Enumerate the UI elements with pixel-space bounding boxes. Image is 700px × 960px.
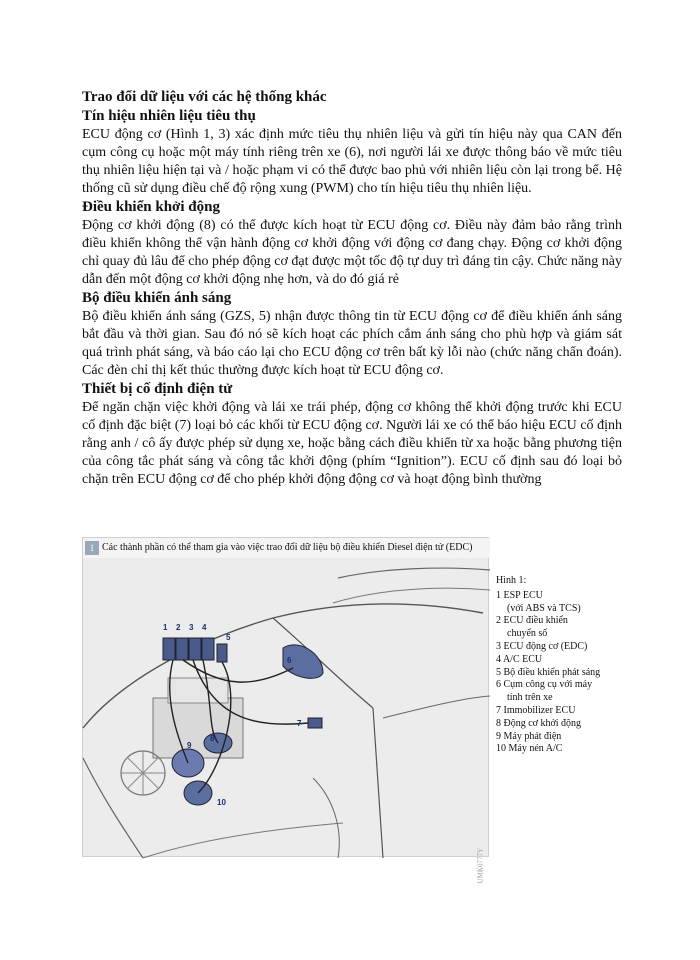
legend-item bbox=[496, 718, 636, 731]
figure-caption-text: Các thành phần có thể tham gia vào việc trao đổi dữ liệu bộ điều khiển Diesel điện tử (EDC) bbox=[102, 542, 473, 553]
legend-item-number: 7 bbox=[496, 704, 501, 716]
figure-1 bbox=[82, 537, 630, 884]
callout-4: 4 bbox=[202, 623, 207, 632]
section-text-immobilizer: Để ngăn chặn việc khởi động và lái xe trái phép, động cơ không thể khởi động trước khi ECU cố định đặc biệt (7) loại bỏ các khối từ ECU động cơ. Người lái xe có thể báo hiệu ECU cố định rằng anh / cô ấy được phép sử dụng xe, hoặc bằng cách điều khiển từ xa hoặc bằng phương tiện của công tắc phát sáng và công tắc khởi động (phím “Ignition”). ECU cố định sau đó loại bỏ chặn trên ECU động cơ để cho phép khởi động động cơ và hoạt động bình thường bbox=[82, 400, 622, 487]
section-heading-glow: Bộ điều khiển ánh sáng bbox=[82, 290, 232, 306]
legend-item-label: Máy phát điện bbox=[503, 730, 562, 742]
legend-item bbox=[496, 731, 636, 744]
legend-item bbox=[496, 679, 636, 705]
callout-5: 5 bbox=[226, 633, 231, 642]
section-text-fuel: ECU động cơ (Hình 1, 3) xác định mức tiêu thụ nhiên liệu và gửi tín hiệu này qua CAN đến cụm công cụ hoặc một máy tính riêng trên xe (6), nơi người lái xe được thông báo về mức tiêu thụ nhiên liệu hiện tại và / hoặc phạm vi có thể được bao phủ với nhiên liệu còn lại trong bể. Hệ thống cũ sử dụng điều chế độ rộng xung (PWM) cho tín hiệu tiêu thụ nhiên liệu. bbox=[82, 127, 622, 196]
legend-item bbox=[496, 705, 636, 718]
callout-1: 1 bbox=[163, 623, 168, 632]
legend-item-label: A/C ECU bbox=[502, 653, 543, 665]
legend-item-label: ECU điều khiển bbox=[503, 615, 568, 627]
section-heading-starter: Điều khiển khởi động bbox=[82, 199, 220, 215]
legend-item bbox=[496, 590, 636, 616]
legend-item-label: Cụm công cụ với máy bbox=[503, 679, 593, 691]
legend-item-number: 6 bbox=[496, 679, 501, 691]
callout-6: 6 bbox=[287, 656, 292, 665]
legend-title: Hình 1: bbox=[496, 575, 527, 586]
legend-item-number: 3 bbox=[496, 640, 501, 652]
legend-item-number: 8 bbox=[496, 717, 501, 729]
car-outline-drawing bbox=[83, 558, 490, 858]
section-heading-immobilizer: Thiết bị cố định điện tử bbox=[82, 381, 233, 397]
legend-item-number: 5 bbox=[496, 666, 501, 678]
callout-3: 3 bbox=[189, 623, 194, 632]
legend-item-sub: chuyển số bbox=[507, 628, 548, 640]
callout-2: 2 bbox=[176, 623, 181, 632]
legend-item-number: 9 bbox=[496, 730, 501, 742]
callout-7: 7 bbox=[297, 719, 302, 728]
legend-item-label: Máy nén A/C bbox=[508, 743, 563, 755]
legend-item bbox=[496, 615, 636, 641]
figure-watermark: UMK0777Y bbox=[476, 848, 484, 884]
legend-item-number: 1 bbox=[496, 589, 501, 601]
section-title: Trao đổi dữ liệu với các hệ thống khác bbox=[82, 89, 327, 105]
figure-number: 1 bbox=[85, 541, 99, 555]
vehicle-diagram bbox=[82, 537, 489, 884]
callout-8: 8 bbox=[210, 734, 215, 743]
legend-item-number: 4 bbox=[496, 653, 501, 665]
legend-item bbox=[496, 641, 636, 654]
callout-9: 9 bbox=[187, 741, 192, 750]
callout-10: 10 bbox=[217, 798, 226, 807]
legend-item-label: ESP ECU bbox=[503, 589, 543, 601]
legend-item bbox=[496, 743, 636, 756]
figure-caption bbox=[83, 538, 490, 558]
legend-item-number: 10 bbox=[496, 743, 506, 755]
legend-item-label: Bộ điều khiển phát sáng bbox=[503, 666, 601, 678]
legend-item-label: ECU động cơ (EDC) bbox=[503, 640, 588, 652]
legend-item-label: Động cơ khởi động bbox=[503, 717, 582, 729]
legend-item-sub: (với ABS và TCS) bbox=[507, 602, 581, 614]
legend-item bbox=[496, 667, 636, 680]
legend-item-sub: tính trên xe bbox=[507, 692, 553, 704]
section-text-starter: Động cơ khởi động (8) có thể được kích hoạt từ ECU động cơ. Điều này đảm bảo rằng trình điều khiển không thể vận hành động cơ khởi động với động cơ đang chạy. Động cơ khởi động chỉ quay đủ lâu để cho phép động cơ đạt được một tốc độ tự duy trì đáng tin cậy. Chức năng này dẫn đến một động cơ khởi động nhẹ hơn, và do đó giá rẻ bbox=[82, 218, 622, 287]
section-heading-fuel: Tín hiệu nhiên liệu tiêu thụ bbox=[82, 108, 256, 124]
legend-item-number: 2 bbox=[496, 615, 501, 627]
figure-legend bbox=[496, 575, 636, 756]
legend-item-label: Immobilizer ECU bbox=[503, 704, 576, 716]
section-text-glow: Bộ điều khiển ánh sáng (GZS, 5) nhận được thông tin từ ECU động cơ để điều khiển ánh sáng bắt đầu và thời gian. Sau đó nó sẽ kích hoạt các phích cắm ánh sáng cho phù hợp và giám sát quá trình phát sáng, và báo cáo lại cho ECU động cơ trên bất kỳ lỗi nào (chức năng chẩn đoán). Các đèn chỉ thị kết thúc thường được kích hoạt từ ECU động cơ. bbox=[82, 309, 622, 378]
document-body bbox=[82, 88, 622, 489]
legend-item bbox=[496, 654, 636, 667]
